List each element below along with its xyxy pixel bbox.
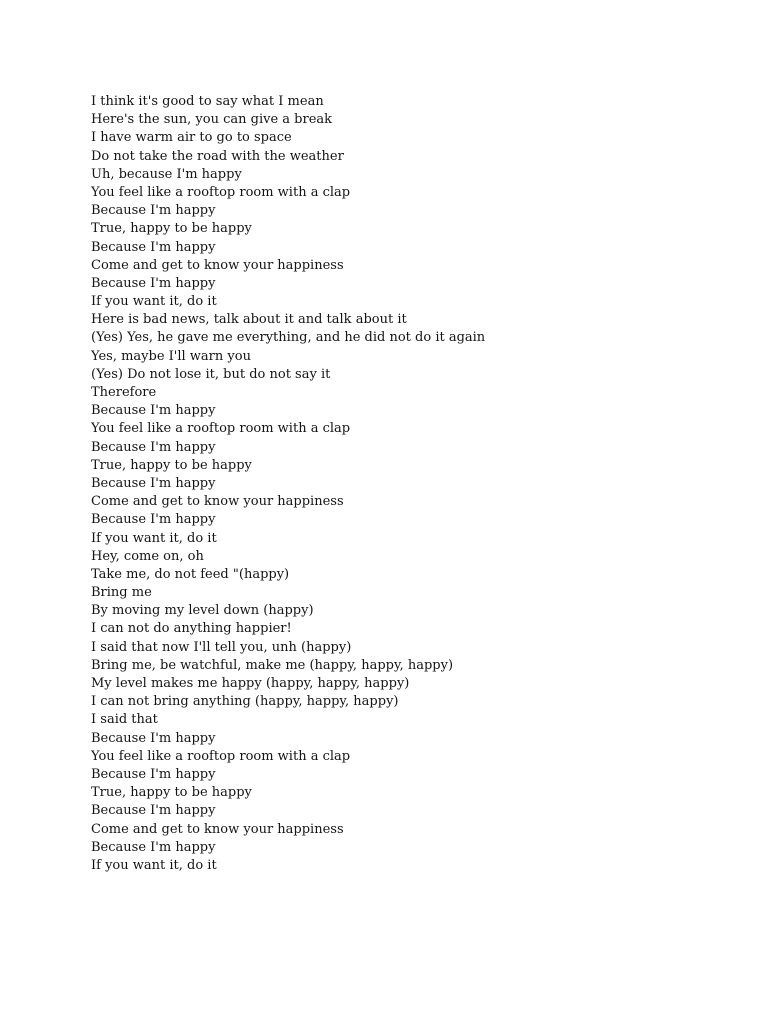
- lyric-line: Because I'm happy: [91, 839, 216, 855]
- lyric-line: Come and get to know your happiness: [91, 257, 344, 273]
- lyric-line: I can not bring anything (happy, happy, happy): [91, 694, 399, 710]
- lyric-line: I have warm air to go to space: [91, 130, 292, 146]
- lyric-line: Because I'm happy: [91, 512, 216, 528]
- lyric-line: Because I'm happy: [91, 803, 216, 819]
- lyric-line: Here's the sun, you can give a break: [91, 112, 333, 128]
- lyric-line: Yes, maybe I'll warn you: [91, 348, 251, 364]
- lyric-line: I think it's good to say what I mean: [91, 94, 324, 109]
- lyric-line: Here is bad news, talk about it and talk about it: [91, 312, 407, 328]
- lyric-line: True, happy to be happy: [91, 457, 252, 473]
- lyric-line: True, happy to be happy: [91, 785, 252, 801]
- lyric-line: I said that: [91, 712, 158, 728]
- lyric-line: (Yes) Yes, he gave me everything, and he did not do it again: [91, 330, 486, 346]
- lyric-line: I said that now I'll tell you, unh (happy): [91, 639, 352, 655]
- lyric-line: Because I'm happy: [91, 403, 216, 419]
- lyric-line: Because I'm happy: [91, 239, 216, 255]
- lyric-line: Because I'm happy: [91, 766, 216, 782]
- lyric-line: You feel like a rooftop room with a clap: [91, 184, 351, 200]
- lyric-line: (Yes) Do not lose it, but do not say it: [91, 366, 331, 382]
- lyric-line: If you want it, do it: [91, 294, 217, 310]
- lyric-line: I can not do anything happier!: [91, 621, 292, 637]
- lyric-line: If you want it, do it: [91, 857, 217, 873]
- lyric-line: You feel like a rooftop room with a clap: [91, 421, 351, 437]
- lyrics-text-block: [91, 93, 731, 875]
- lyric-line: You feel like a rooftop room with a clap: [91, 748, 351, 764]
- lyric-line: Do not take the road with the weather: [91, 148, 344, 164]
- lyric-line: By moving my level down (happy): [91, 603, 314, 619]
- lyric-line: Therefore: [91, 385, 157, 400]
- lyric-line: Because I'm happy: [91, 730, 216, 746]
- lyric-line: Because I'm happy: [91, 203, 216, 219]
- lyric-line: Come and get to know your happiness: [91, 821, 344, 837]
- lyric-line: My level makes me happy (happy, happy, happy): [91, 676, 410, 691]
- lyric-line: Come and get to know your happiness: [91, 494, 344, 510]
- lyric-line: Bring me: [91, 585, 152, 601]
- lyric-line: Because I'm happy: [91, 439, 216, 455]
- lyric-line: If you want it, do it: [91, 530, 217, 546]
- lyric-line: True, happy to be happy: [91, 221, 252, 237]
- lyric-line: Bring me, be watchful, make me (happy, happy, happy): [91, 657, 454, 673]
- lyric-line: Uh, because I'm happy: [91, 166, 242, 182]
- lyric-line: Because I'm happy: [91, 275, 216, 291]
- lyric-line: Hey, come on, oh: [91, 548, 204, 564]
- lyric-line: Because I'm happy: [91, 475, 216, 491]
- lyric-line: Take me, do not feed "(happy): [91, 566, 290, 582]
